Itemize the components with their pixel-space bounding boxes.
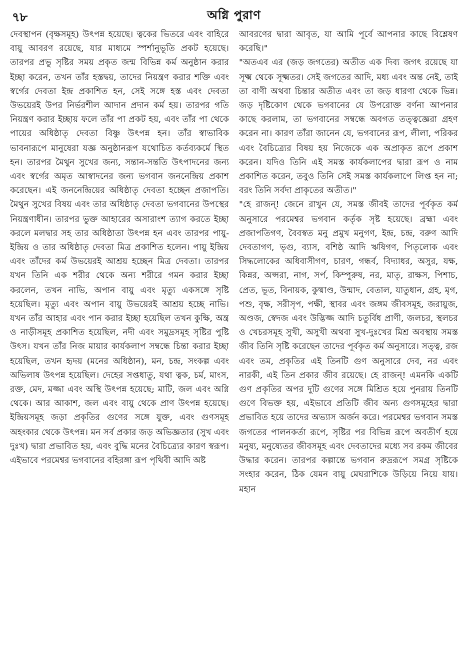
running-title: অগ্নি পুরাণ (207, 8, 261, 22)
page-header (10, 6, 458, 28)
text-columns (10, 28, 458, 640)
paragraph: আবরণের দ্বারা আবৃত, যা আমি পূর্বে আপনার কাছে বিশ্লেষণ করেছি।" (239, 30, 458, 55)
left-column (10, 28, 229, 640)
right-column (239, 28, 458, 640)
paragraph: দেবস্থাপন (বৃক্ষসমূহ) উৎপন্ন হয়েছে। ত্বকের ভিতরে এবং বাহিরে বায়ু আবরণ রয়েছে, যার মাধ্যমে স্পর্শানুভূতি প্রকট হয়েছে। তারপর প্রভু সৃষ্টির সময় প্রকৃত জন্ম বিভিন্ন কর্ম অনুষ্ঠান করার ইচ্ছা করেন, তখন তাঁর হস্তদ্বয়, তাদের নিয়ন্ত্রণ করার শক্তি এবং স্বর্গের দেবতা ইন্দ্র প্রকাশিত হন, সেই সঙ্গে হস্ত এবং দেবতা উভয়েরই উপর নির্ভরশীল আদান প্রদান কর্ম হয়। তারপর গতি নিয়ন্ত্রণ করার ইচ্ছায় ফলে তাঁর পা প্রকট হয়, এবং তাঁর পা থেকে পায়ের অধিষ্ঠাতৃ দেবতা বিষ্ণু উৎপন্ন হন। তাঁর স্বাভাবিক ভাবনারূপে মানুষেরা যজ্ঞ অনুষ্ঠানরূপ যথোচিত কর্তব্যকর্মে স্থিত হন। তারপর মৈথুন সুখের জন্য, সন্তান-সন্ততি উৎপাদনের জন্য এবং স্বর্গের অমৃত আস্বাদনের জন্য ভগবান জননেন্দ্রিয় প্রকাশ করেছেন। এই জননেন্দ্রিয়ের অধিষ্ঠাতৃ দেবতা হচ্ছেন প্রজাপতি। মৈথুন সুখের বিষয় এবং তার অধিষ্ঠাতৃ দেবতা ভগবানের উপস্থের নিয়ন্ত্রণাধীন। তারপর ভুক্ত আহারের অসারাংশ ত্যাগ করতে ইচ্ছা করলে মলদ্বার সহ তার অধিষ্ঠাতা উৎপন্ন হন এবং তারপর পায়ু-ইন্দ্রিয় ও তার অধিষ্ঠাতৃ দেবতা মিত্র প্রকাশিত হলেন। পায়ু ইন্দ্রিয় এবং তাঁদের কর্ম উভয়েরই আশ্রয় হচ্ছেন মিত্র দেবতা। তারপর যখন তিনি এক শরীর থেকে অন্য শরীরে গমন করার ইচ্ছা করলেন, তখন নাভি, অপান বায়ু এবং মৃত্যু একসঙ্গে সৃষ্টি হয়েছিল। মৃত্যু এবং অপান বায়ু উভয়েরই আশ্রয় হচ্ছে নাভি। যখন তাঁর আহার এবং পান করার ইচ্ছা হয়েছিল তখন কুক্ষি, অন্ত্র ও নাড়ীসমূহ প্রকাশিত হয়েছিল, নদী এবং সমুদ্রসমূহ সৃষ্টির পুষ্টি উৎস। যখন তাঁর নিজ মায়ার কার্যকলাপ সম্বন্ধে চিন্তা করার ইচ্ছা হয়েছিল, তখন হৃদয় (মনের অধিষ্ঠান), মন, চন্দ্র, সংকল্প এবং অভিলাষ উৎপন্ন হয়েছিল। দেহের সপ্তধাতু, যথা ত্বক, চর্ম, মাংস, রক্ত, মেদ, মজ্জা এবং অস্থি উৎপন্ন হয়েছে; মাটি, জল এবং অগ্নি থেকে। আর আকাশ, জল এবং বায়ু থেকে প্রাণ উৎপন্ন হয়েছে। ইন্দ্রিয়সমূহ জড়া প্রকৃতির গুণের সঙ্গে যুক্ত, এবং গুণসমূহ অহংকার থেকে উৎপন্ন। মন সর্ব প্রকার জড় অভিজ্ঞতার (সুখ এবং দুঃখ) দ্বারা প্রভাবিত হয়, এবং বুদ্ধি মনের বৈচিত্র্যের কারণ স্বরূপ। এইভাবে পরমেশ্বর ভগবানের বহিরঙ্গা রূপ পৃথিবী আদি অষ্ট (10, 30, 229, 467)
page-number: ৭৮ (12, 10, 28, 24)
paragraph: "হে রাজন্! জেনে রাখুন যে, সমস্ত জীবই তাদের পূর্বকৃত কর্ম অনুসারে পরমেশ্বর ভগবান কর্তৃক সৃষ্ট হয়েছে। ব্রহ্মা এবং প্রজাপতিগণ, বৈবস্বত মনু প্রমুখ মনুগণ, ইন্দ্র, চন্দ্র, বরুণ আদি দেবতাগণ, ভৃগু, ব্যাস, বশিষ্ঠ আদি ঋষিগণ, পিতৃলোক এবং সিদ্ধলোকের অধিবাসীগণ, চারণ, গন্ধর্ব, বিদ্যাধর, অসুর, যক্ষ, কিন্নর, অপ্সরা, নাগ, সর্প, কিম্পুরুষ, নর, মাতৃ, রাক্ষস, পিশাচ, প্রেত, ভূত, বিনায়ক, কুষ্মাণ্ড, উন্মাদ, বেতাল, যাতুধান, গ্রহ, মৃগ, পশু, বৃক্ষ, সরীসৃপ, পক্ষী, স্থাবর এবং জঙ্গম জীবসমূহ, জরায়ুজ, অণ্ডজ, স্বেদজ এবং উদ্ভিজ্জ আদি চতুর্বিধ প্রাণী, জলচর, স্থলচর ও খেচরসমূহ সুখী, অসুখী অথবা সুখ-দুঃখের মিশ্র অবস্থায় সমস্ত জীব তিনি সৃষ্টি করেছেন তাদের পূর্বকৃত কর্ম অনুসারে। সত্ত্ব, রজ এবং তম, প্রকৃতির এই তিনটি গুণ অনুসারে দেব, নর এবং নারকী, এই তিন প্রকার জীব রয়েছে। হে রাজন্! এমনকি একটি গুণ প্রকৃতির অপর দুটি গুণের সঙ্গে মিশ্রিত হয়ে পুনরায় তিনটি গুণে বিভক্ত হয়, এইভাবে প্রতিটি জীব অন্য গুণসমূহের দ্বারা প্রভাবিত হয়ে তাদের অভ্যাস অর্জন করে। পরমেশ্বর ভগবান সমস্ত জগতের পালনকর্তা রূপে, সৃষ্টির পর বিভিন্ন রূপে অবতীর্ণ হয়ে মনুষ্য, মনুষ্যেতর জীবসমূহ এবং দেবতাদের মধ্যে সব রকম জীবের উদ্ধার করেন। তারপর কল্পান্তে ভগবান রুদ্ররূপে সমগ্র সৃষ্টিকে সংহার করেন, ঠিক যেমন বায়ু মেঘরাশিকে উড়িয়ে নিয়ে যায়। মহান (239, 200, 458, 495)
paragraph: "অতএব এর (জড় জগতের) অতীত এক দিব্য জগৎ রয়েছে যা সূক্ষ্ম থেকে সূক্ষ্মতর। সেই জগতের আদি, মধ্য এবং অন্ত নেই, তাই তা বাণী অথবা চিন্তার অতীত এবং তা জড় ধারণা থেকে ভিন্ন। জড় দৃষ্টিকোণ থেকে ভগবানের যে উপরোক্ত বর্ণনা আপনার কাছে করলাম, তা ভগবানের সম্বন্ধে অবগত তত্ত্বজ্ঞেরা গ্রহণ করেন না। কারণ তাঁরা জানেন যে, ভগবানের রূপ, লীলা, পরিকর এবং বৈচিত্র্যের বিষয় হয় নিজেকে এক অপ্রাকৃত রূপে প্রকাশ করেন। যদিও তিনি এই সমস্ত কার্যকলাপের দ্বারা রূপ ও নাম প্রকাশিত করেন, তবুও তিনি সেই সমস্ত কার্যকলাপে লিপ্ত হন না; বরং তিনি সর্বদা প্রাকৃতের অতীত।" (239, 58, 458, 197)
